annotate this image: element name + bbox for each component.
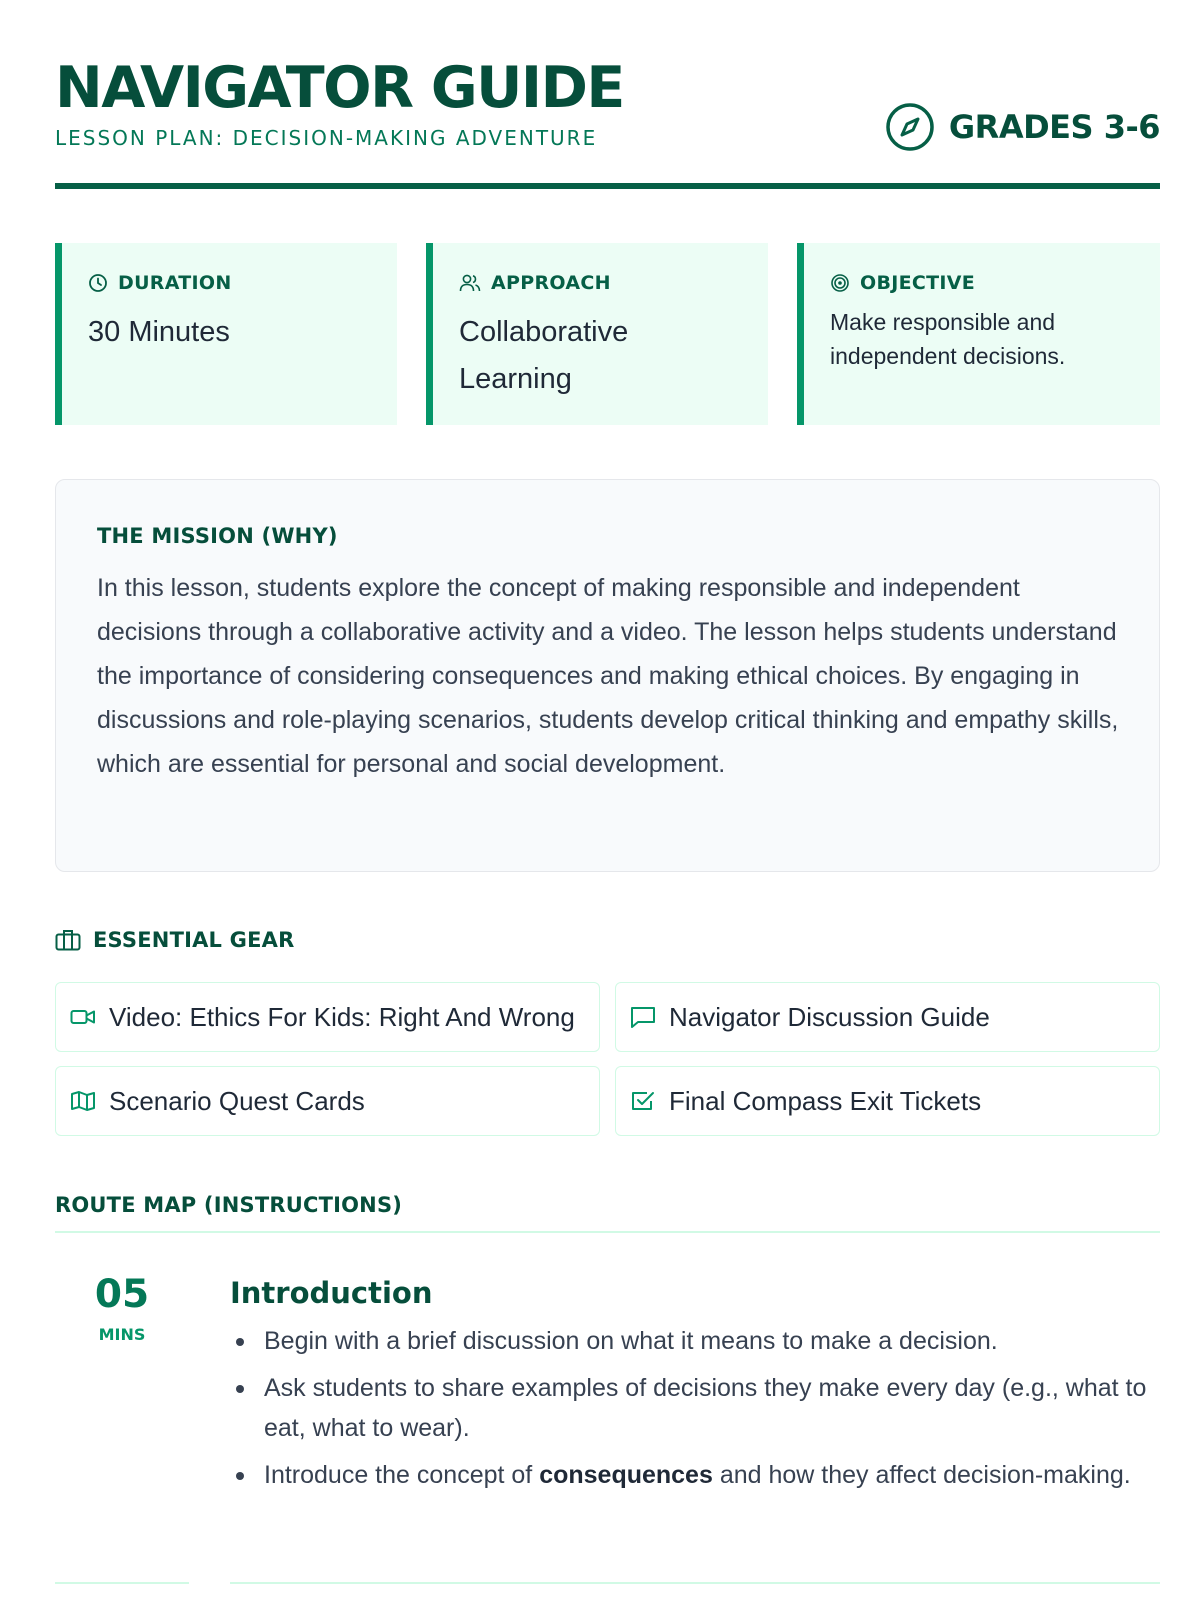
mission-text: In this lesson, students explore the concept of making responsible and independent decisions through a collaborative activity and a video. The lesson helps students understand the importance of considering consequences and making ethical choices. By engaging in discussions and role-playing scenarios, students develop critical thinking and empathy skills, which are essential for personal and social development. [97,574,1119,778]
gear-heading-row [55,928,294,952]
duration-card [55,243,397,425]
step-title: Introduction [230,1276,433,1310]
gear-item-label: Navigator Discussion Guide [669,1001,990,1032]
list-item: Begin with a brief discussion on what it means to make a decision. [230,1321,1160,1361]
step-divider [55,1582,189,1584]
map-icon [70,1090,96,1112]
gear-item-label: Scenario Quest Cards [109,1085,365,1116]
lesson-page [55,0,1160,1600]
page-header [55,56,1160,186]
info-cards [55,243,1160,425]
step-unit: MINS [98,1325,146,1344]
duration-value: 30 Minutes [88,316,230,348]
message-icon [630,1005,656,1029]
checkbox-icon [630,1089,656,1113]
route-heading: ROUTE MAP (INSTRUCTIONS) [55,1193,403,1217]
gear-item-label: Final Compass Exit Tickets [669,1085,982,1116]
mission-panel [55,479,1160,872]
duration-label: DURATION [118,272,232,294]
gear-item-discussion-guide[interactable] [615,982,1160,1052]
approach-label: APPROACH [491,272,611,294]
page-title: NAVIGATOR GUIDE [55,55,624,121]
list-item: Introduce the concept of consequences and how they affect decision-making. [230,1455,1160,1495]
objective-label: OBJECTIVE [860,272,976,294]
grades-label: GRADES 3-6 [948,108,1160,146]
gear-item-label: Video: Ethics For Kids: Right And Wrong [109,1001,575,1032]
video-icon [70,1007,96,1027]
route-divider [55,1231,1160,1233]
gear-item-quest-cards[interactable] [55,1066,600,1136]
step-bullets [230,1321,1160,1495]
step-divider [230,1582,1160,1584]
gear-item-exit-tickets[interactable] [615,1066,1160,1136]
clock-icon [88,273,108,293]
step-introduction [230,1273,1160,1502]
briefcase-icon [55,929,81,951]
compass-icon [885,102,935,152]
grades-badge [885,102,1160,152]
objective-value: Make responsible and independent decisions. [830,309,1066,369]
mission-heading: THE MISSION (WHY) [97,524,338,548]
header-divider [55,183,1160,189]
gear-item-video[interactable] [55,982,600,1052]
step-time [55,1273,189,1344]
approach-card [426,243,768,425]
emphasis-text: consequences [539,1461,713,1489]
gear-heading: ESSENTIAL GEAR [93,928,295,952]
objective-card [797,243,1160,425]
target-icon [830,273,850,293]
users-icon [459,273,481,293]
page-subtitle: LESSON PLAN: DECISION-MAKING ADVENTURE [55,126,598,150]
list-item: Ask students to share examples of decisions they make every day (e.g., what to eat, what to wear). [230,1368,1160,1448]
step-minutes: 05 [94,1272,150,1317]
approach-value: Collaborative Learning [459,316,629,395]
